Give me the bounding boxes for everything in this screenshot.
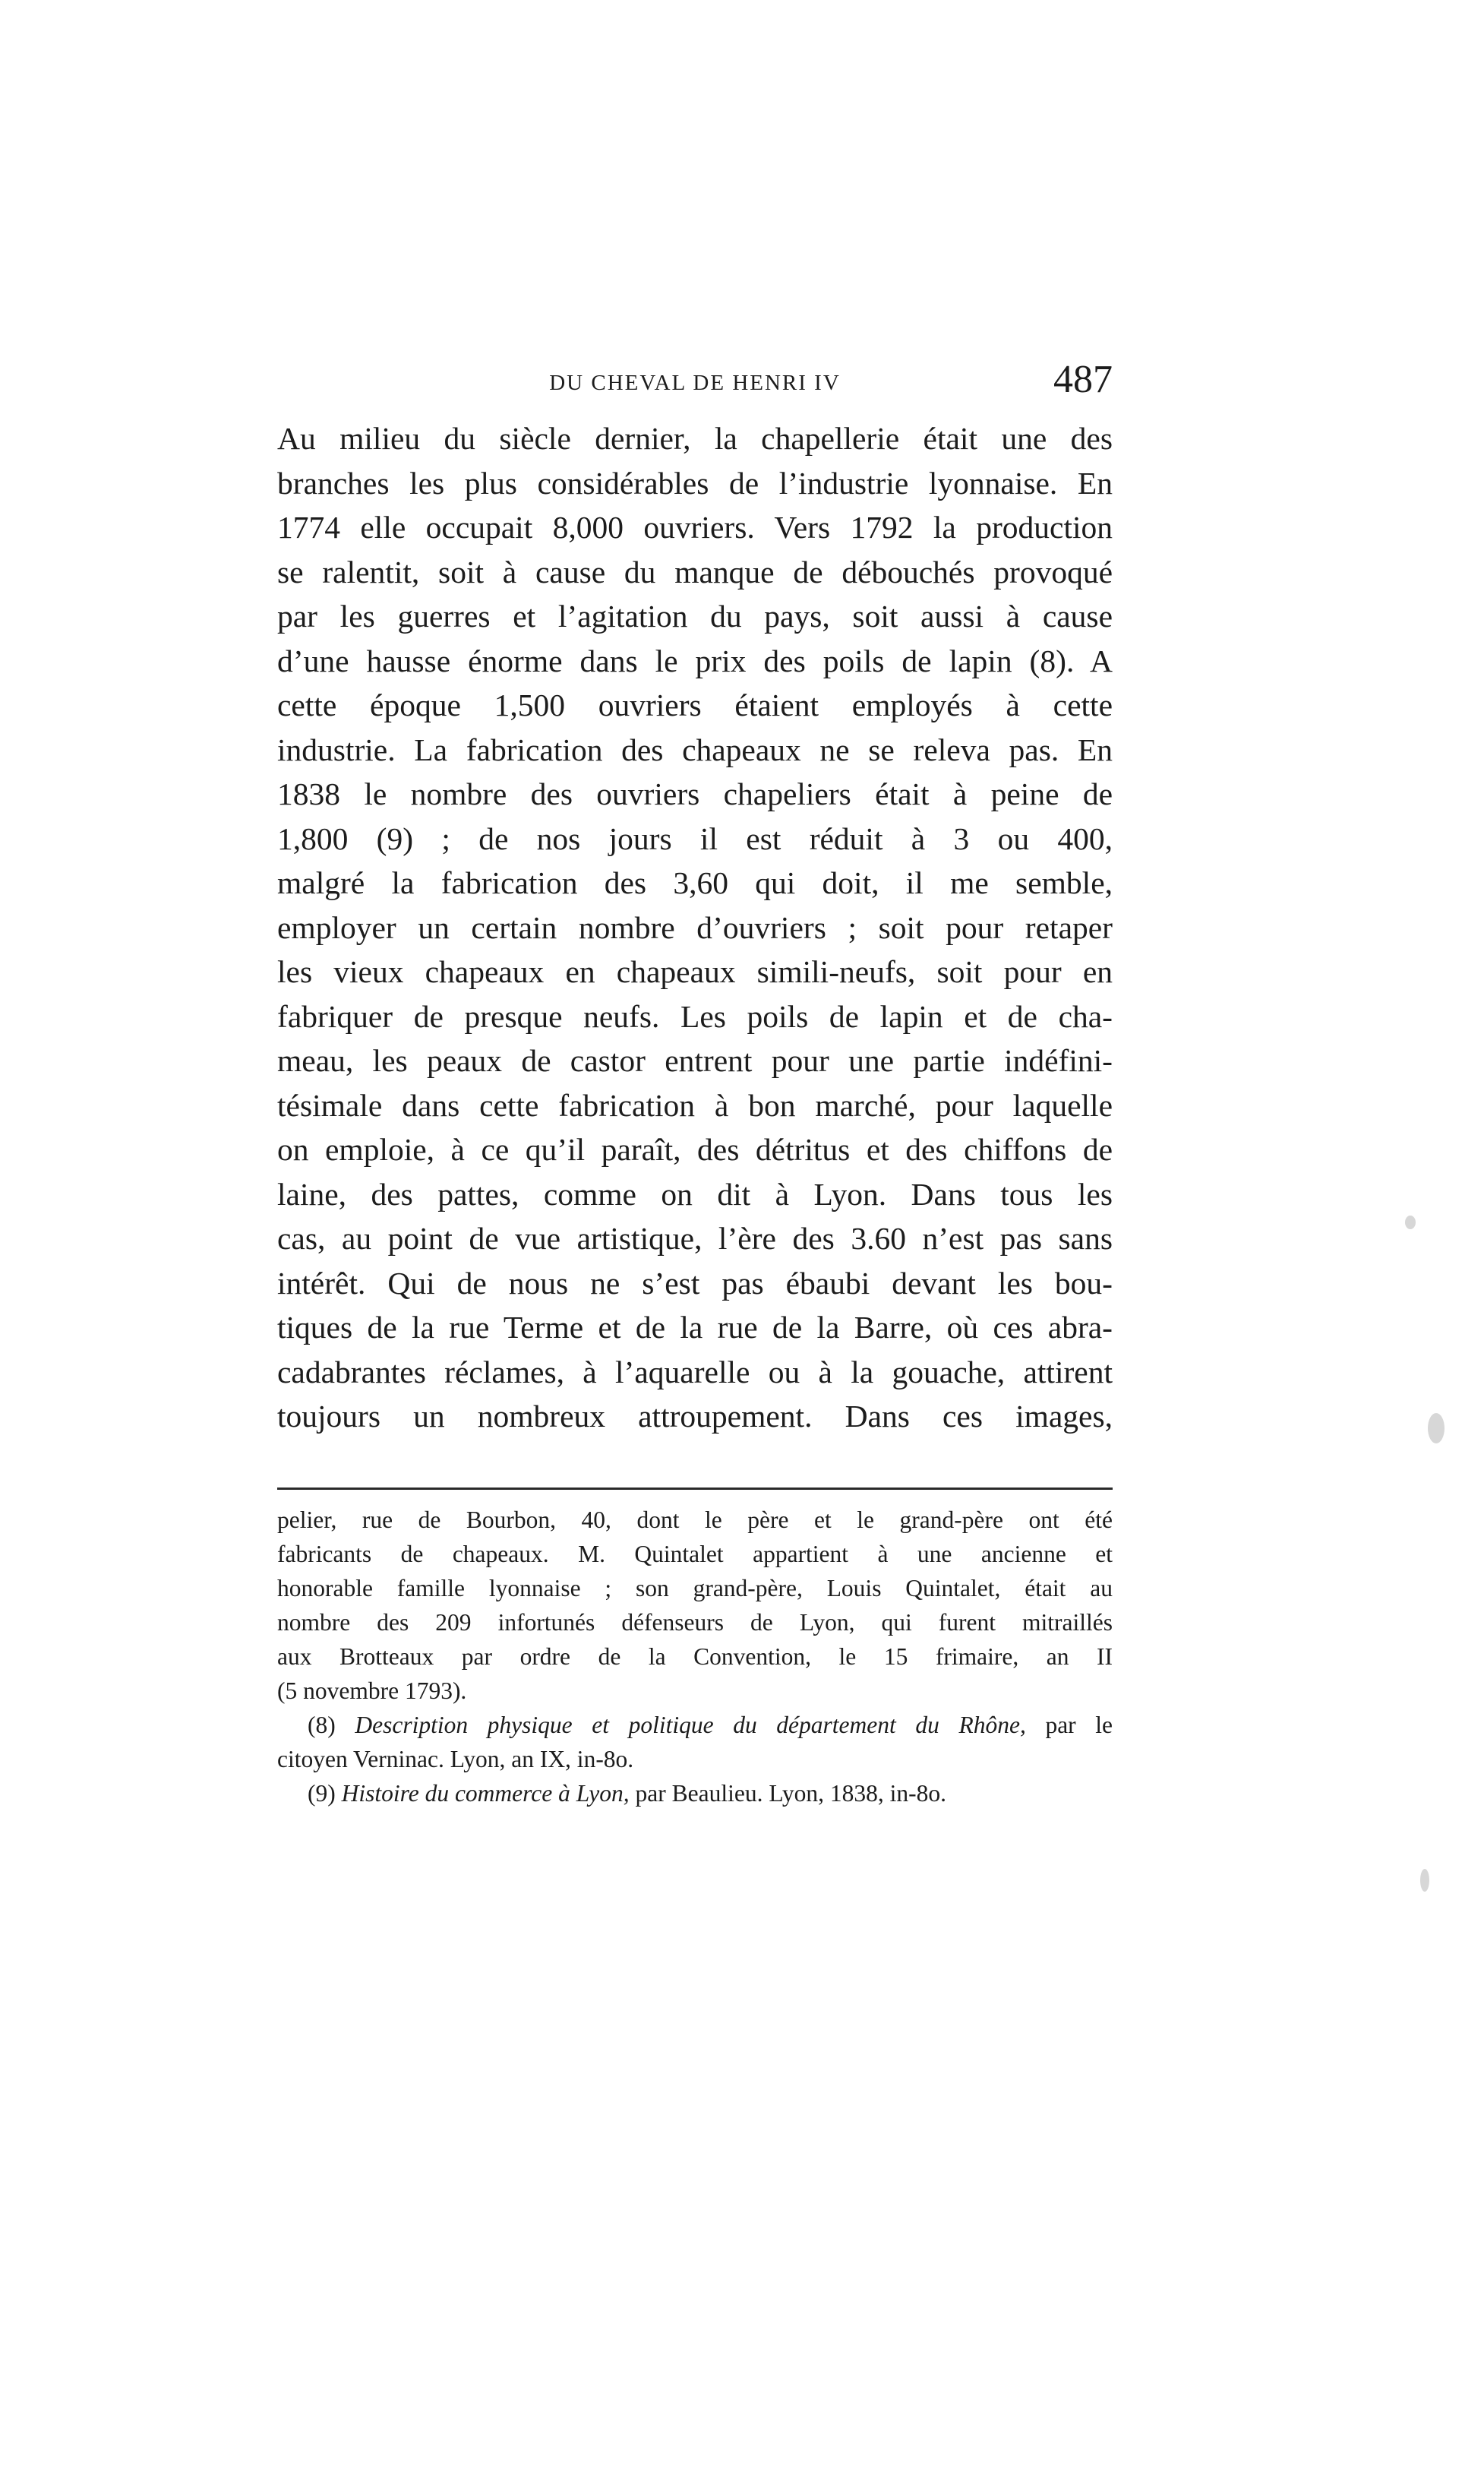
footnote-8-title: Description physique et politique du département du Rhône, bbox=[355, 1712, 1026, 1738]
scan-speck bbox=[1420, 1869, 1429, 1892]
footnote-line: honorable famille lyonnaise ; son grand-père, Louis Quintalet, était au bbox=[277, 1575, 1113, 1601]
body-line: les vieux chapeaux en chapeaux simili-neufs, soit pour en bbox=[277, 954, 1113, 989]
footnote-line: aux Brotteaux par ordre de la Convention, le 15 frimaire, an II bbox=[277, 1643, 1113, 1670]
page-number: 487 bbox=[1053, 358, 1113, 401]
body-line: par les guerres et l’agitation du pays, soit aussi à cause bbox=[277, 599, 1113, 634]
body-line: Au milieu du siècle dernier, la chapellerie était une des bbox=[277, 421, 1113, 456]
body-line: laine, des pattes, comme on dit à Lyon. Dans tous les bbox=[277, 1176, 1113, 1212]
body-line: toujours un nombreux attroupement. Dans ces images, bbox=[277, 1399, 1113, 1434]
body-line: d’une hausse énorme dans le prix des poils de lapin (8). A bbox=[277, 643, 1113, 678]
running-title: DU CHEVAL DE HENRI IV bbox=[549, 371, 841, 395]
body-line: meau, les peaux de castor entrent pour une partie indéfini- bbox=[277, 1043, 1113, 1078]
scan-speck bbox=[1405, 1216, 1416, 1229]
body-line: branches les plus considérables de l’industrie lyonnaise. En bbox=[277, 465, 1113, 501]
body-line: tésimale dans cette fabrication à bon marché, pour laquelle bbox=[277, 1087, 1113, 1123]
body-line: se ralentit, soit à cause du manque de débouchés provoqué bbox=[277, 554, 1113, 590]
footnote-9-title: Histoire du commerce à Lyon, bbox=[341, 1780, 630, 1807]
running-head bbox=[277, 357, 1113, 403]
footnote-line: pelier, rue de Bourbon, 40, dont le père et le grand-père ont été bbox=[277, 1506, 1113, 1533]
body-line: employer un certain nombre d’ouvriers ; soit pour retaper bbox=[277, 909, 1113, 945]
footnote-8-line2: citoyen Verninac. Lyon, an IX, in-8o. bbox=[277, 1746, 634, 1772]
body-line: fabriquer de presque neufs. Les poils de lapin et de cha- bbox=[277, 998, 1113, 1034]
body-line: malgré la fabrication des 3,60 qui doit, il me semble, bbox=[277, 865, 1113, 900]
footnote-8-marker: (8) bbox=[308, 1712, 336, 1738]
body-line: 1838 le nombre des ouvriers chapeliers était à peine de bbox=[277, 776, 1113, 811]
scan-speck bbox=[1428, 1413, 1445, 1443]
body-line: cette époque 1,500 ouvriers étaient employés à cette bbox=[277, 688, 1113, 722]
footnote-8 bbox=[277, 1708, 1113, 1742]
footnote-9-marker: (9) bbox=[308, 1780, 336, 1807]
footnote-9-rest: par Beaulieu. Lyon, 1838, in-8o. bbox=[635, 1780, 946, 1807]
body-line: tiques de la rue Terme et de la rue de la Barre, où ces abra- bbox=[277, 1310, 1113, 1345]
body-line: on emploie, à ce qu’il paraît, des détritus et des chiffons de bbox=[277, 1132, 1113, 1167]
body-line: intérêt. Qui de nous ne s’est pas ébaubi devant les bou- bbox=[277, 1265, 1113, 1301]
body-line: cas, au point de vue artistique, l’ère des 3.60 n’est pas sans bbox=[277, 1221, 1113, 1256]
body-paragraph bbox=[277, 416, 1113, 1439]
body-line: cadabrantes réclames, à l’aquarelle ou à la gouache, attirent bbox=[277, 1354, 1113, 1390]
footnote-line: nombre des 209 infortunés défenseurs de Lyon, qui furent mitraillés bbox=[277, 1609, 1113, 1636]
footnote-separator bbox=[277, 1488, 1113, 1490]
footnote-line: (5 novembre 1793). bbox=[277, 1677, 467, 1704]
body-line: 1774 elle occupait 8,000 ouvriers. Vers 1792 la production bbox=[277, 510, 1113, 545]
footnotes bbox=[277, 1503, 1113, 1810]
footnote-line: fabricants de chapeaux. M. Quintalet appartient à une ancienne et bbox=[277, 1541, 1113, 1567]
footnote-9 bbox=[277, 1776, 1113, 1810]
body-line: 1,800 (9) ; de nos jours il est réduit à 3 ou 400, bbox=[277, 820, 1113, 856]
footnote-8-rest: par le bbox=[1045, 1712, 1113, 1738]
body-line: industrie. La fabrication des chapeaux ne se releva pas. En bbox=[277, 732, 1113, 767]
